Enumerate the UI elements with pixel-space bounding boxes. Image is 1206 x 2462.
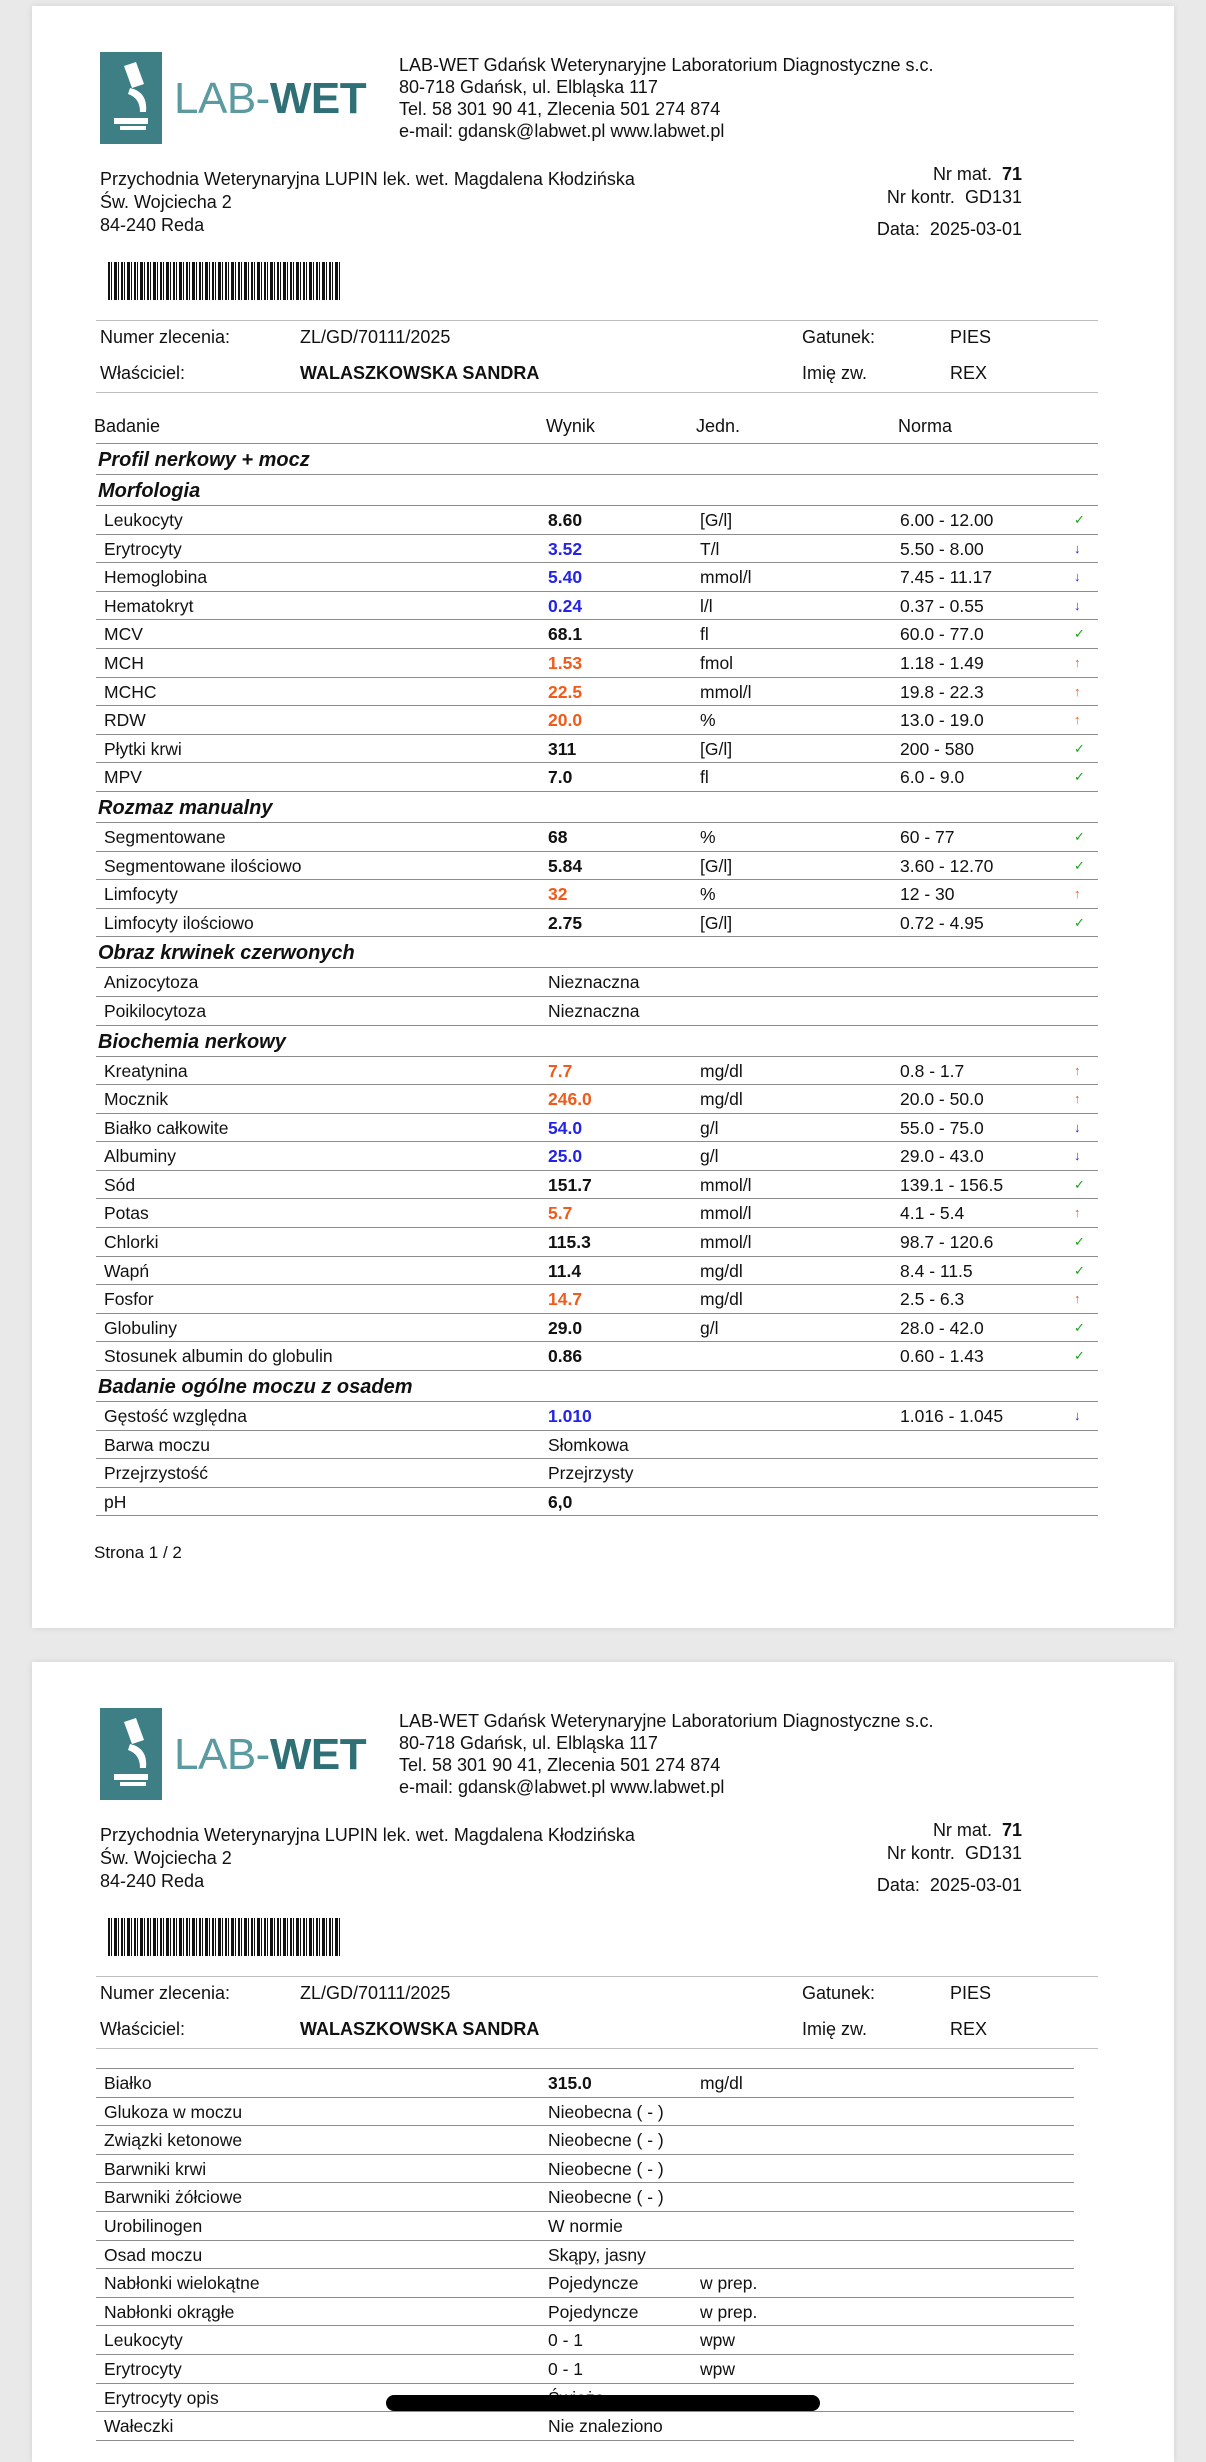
date-value: 2025-03-01 bbox=[929, 219, 1022, 239]
test-result: Nieobecna ( - ) bbox=[548, 2101, 664, 2122]
test-result: 115.3 bbox=[548, 1232, 591, 1253]
section-title: Morfologia bbox=[98, 480, 201, 502]
table-row bbox=[96, 1488, 1098, 1517]
test-norm: 55.0 - 75.0 bbox=[900, 1117, 984, 1138]
table-row bbox=[96, 2126, 1074, 2155]
test-result: Pojedyncze bbox=[548, 2301, 639, 2322]
test-result: 0 - 1 bbox=[548, 2358, 584, 2379]
test-unit: mmol/l bbox=[700, 1174, 752, 1195]
owner-label: Właściciel: bbox=[100, 2019, 186, 2039]
test-result: 6,0 bbox=[548, 1491, 573, 1512]
table-row bbox=[96, 1459, 1098, 1488]
check-icon: ✓ bbox=[1074, 1234, 1085, 1250]
test-unit: mmol/l bbox=[700, 681, 752, 702]
home-indicator[interactable] bbox=[386, 2395, 820, 2411]
test-unit: [G/l] bbox=[700, 510, 733, 530]
test-norm: 8.4 - 11.5 bbox=[900, 1260, 973, 1281]
arrow-up-icon: ↑ bbox=[1074, 886, 1081, 902]
test-name: Barwniki żółciowe bbox=[104, 2187, 243, 2208]
test-unit: g/l bbox=[700, 1317, 719, 1338]
section-header bbox=[96, 1026, 1098, 1057]
test-result: 0 - 1 bbox=[548, 2330, 584, 2351]
col-header-unit: Jedn. bbox=[696, 416, 741, 436]
animal-name-label: Imię zw. bbox=[802, 363, 868, 383]
test-unit: w prep. bbox=[700, 2301, 758, 2322]
test-name: Segmentowane bbox=[104, 826, 226, 847]
animal-name-label: Imię zw. bbox=[802, 2019, 868, 2039]
test-unit: % bbox=[700, 884, 716, 905]
test-unit: % bbox=[700, 826, 716, 847]
table-row bbox=[96, 909, 1098, 938]
table-row bbox=[96, 1142, 1098, 1171]
test-name: Limfocyty ilościowo bbox=[104, 912, 254, 933]
test-unit: [G/l] bbox=[700, 738, 733, 759]
test-unit: mg/dl bbox=[700, 1260, 743, 1281]
test-result: 246.0 bbox=[548, 1089, 592, 1110]
table-row bbox=[96, 535, 1098, 564]
check-icon: ✓ bbox=[1074, 914, 1085, 930]
clinic-name: Przychodnia Weterynaryjna LUPIN lek. wet. Magdalena Kłodzińska bbox=[100, 1825, 635, 1845]
animal-name-value: REX bbox=[950, 363, 988, 383]
test-result: Nieobecne ( - ) bbox=[548, 2130, 664, 2151]
table-row bbox=[96, 1228, 1098, 1257]
test-name: Urobilinogen bbox=[104, 2215, 203, 2236]
table-row bbox=[96, 2183, 1074, 2212]
table-row bbox=[96, 1171, 1098, 1200]
test-name: Erytrocyty opis bbox=[104, 2387, 219, 2408]
lab-email: e-mail: gdansk@labwet.pl www.labwet.pl bbox=[399, 1777, 725, 1797]
test-norm: 20.0 - 50.0 bbox=[900, 1089, 984, 1110]
nr-kontr-label: Nr kontr. bbox=[886, 1843, 955, 1863]
nr-kontr-value: GD131 bbox=[964, 187, 1022, 207]
check-icon: ✓ bbox=[1074, 512, 1085, 527]
test-unit: fmol bbox=[700, 652, 734, 673]
test-unit: [G/l] bbox=[700, 912, 733, 933]
species-label: Gatunek: bbox=[802, 1983, 876, 2003]
test-name: Barwa moczu bbox=[104, 1434, 211, 1455]
table-row bbox=[96, 506, 1098, 535]
date-label: Data: bbox=[876, 219, 920, 239]
table-row bbox=[96, 823, 1098, 852]
nr-mat bbox=[933, 164, 1022, 185]
arrow-up-icon: ↑ bbox=[1074, 1291, 1081, 1307]
test-result: 68 bbox=[548, 826, 568, 847]
table-row bbox=[96, 1114, 1098, 1143]
test-result: 0.86 bbox=[548, 1346, 583, 1367]
test-result: Pojedyncze bbox=[548, 2273, 639, 2294]
test-name: Erytrocyty bbox=[104, 2358, 182, 2379]
check-icon: ✓ bbox=[1074, 828, 1085, 844]
test-name: Albuminy bbox=[104, 1146, 176, 1167]
test-norm: 28.0 - 42.0 bbox=[900, 1317, 984, 1338]
order-number-value: ZL/GD/70111/2025 bbox=[300, 1983, 451, 2003]
test-name: Mocznik bbox=[104, 1089, 169, 1110]
owner-value: WALASZKOWSKA SANDRA bbox=[300, 2019, 540, 2039]
section-title: Obraz krwinek czerwonych bbox=[98, 942, 355, 965]
test-name: Nabłonki okrągłe bbox=[104, 2301, 235, 2322]
test-result: Nieznaczna bbox=[548, 1000, 640, 1021]
test-name: Białko bbox=[104, 2073, 152, 2093]
arrow-up-icon: ↑ bbox=[1074, 1205, 1081, 1221]
test-result: 5.40 bbox=[548, 567, 583, 588]
divider bbox=[96, 320, 1098, 321]
date-value: 2025-03-01 bbox=[929, 1875, 1022, 1895]
arrow-up-icon: ↑ bbox=[1074, 712, 1081, 728]
test-result: 5.7 bbox=[548, 1203, 573, 1224]
test-name: Hematokryt bbox=[104, 595, 194, 616]
test-unit: fl bbox=[700, 624, 709, 645]
test-result: 311 bbox=[548, 738, 577, 759]
arrow-up-icon: ↑ bbox=[1074, 654, 1081, 670]
test-result: Nieobecne ( - ) bbox=[548, 2187, 664, 2208]
test-name: Leukocyty bbox=[104, 510, 183, 530]
microscope-logo-icon bbox=[100, 52, 162, 144]
test-result: 14.7 bbox=[548, 1289, 583, 1310]
test-norm: 1.18 - 1.49 bbox=[900, 652, 984, 673]
test-result: 151.7 bbox=[548, 1174, 592, 1195]
table-row bbox=[96, 2412, 1074, 2441]
test-name: Sód bbox=[104, 1174, 136, 1195]
lab-logo-text bbox=[174, 1730, 366, 1780]
order-number-value: ZL/GD/70111/2025 bbox=[300, 327, 451, 347]
clinic-city: 84-240 Reda bbox=[100, 1871, 205, 1891]
order-number-label: Numer zlecenia: bbox=[100, 1983, 231, 2003]
test-name: Hemoglobina bbox=[104, 567, 208, 588]
species-value: PIES bbox=[950, 1983, 992, 2003]
test-result: Słomkowa bbox=[548, 1434, 629, 1455]
profile-title bbox=[96, 444, 1098, 475]
test-norm: 200 - 580 bbox=[900, 738, 974, 759]
test-name: Leukocyty bbox=[104, 2330, 183, 2351]
barcode bbox=[108, 1918, 342, 1956]
test-name: Chlorki bbox=[104, 1232, 159, 1253]
table-row bbox=[96, 735, 1098, 764]
test-unit: l/l bbox=[700, 595, 713, 616]
test-result: 1.010 bbox=[548, 1406, 592, 1427]
test-unit: w prep. bbox=[700, 2273, 758, 2294]
test-norm: 60.0 - 77.0 bbox=[900, 624, 984, 645]
arrow-down-icon: ↓ bbox=[1074, 597, 1081, 613]
table-row bbox=[96, 1285, 1098, 1314]
check-icon: ✓ bbox=[1074, 1348, 1085, 1364]
test-result: W normie bbox=[548, 2215, 623, 2236]
animal-name-value: REX bbox=[950, 2019, 988, 2039]
table-row bbox=[96, 968, 1098, 997]
test-norm: 7.45 - 11.17 bbox=[900, 567, 993, 588]
table-row bbox=[96, 1085, 1098, 1114]
section-title: Rozmaz manualny bbox=[98, 796, 273, 819]
section-title: Badanie ogólne moczu z osadem bbox=[98, 1376, 413, 1399]
test-result: 8.60 bbox=[548, 510, 583, 530]
arrow-up-icon: ↑ bbox=[1074, 1091, 1081, 1107]
test-name: Poikilocytoza bbox=[104, 1000, 207, 1021]
check-icon: ✓ bbox=[1074, 626, 1085, 642]
test-result: 25.0 bbox=[548, 1146, 583, 1167]
table-row bbox=[96, 2155, 1074, 2184]
arrow-down-icon: ↓ bbox=[1074, 569, 1081, 585]
test-norm: 6.0 - 9.0 bbox=[900, 767, 965, 788]
profile-title-text: Profil nerkowy + mocz bbox=[98, 449, 310, 471]
clinic-street: Św. Wojciecha 2 bbox=[100, 192, 232, 212]
test-name: Wapń bbox=[104, 1260, 150, 1281]
species-label: Gatunek: bbox=[802, 327, 876, 347]
table-row bbox=[96, 649, 1098, 678]
test-unit: mg/dl bbox=[700, 2073, 743, 2093]
species-value: PIES bbox=[950, 327, 992, 347]
test-norm: 19.8 - 22.3 bbox=[900, 681, 984, 702]
table-row bbox=[96, 2241, 1074, 2270]
test-name: Stosunek albumin do globulin bbox=[104, 1346, 333, 1367]
test-result: Skąpy, jasny bbox=[548, 2244, 646, 2265]
section-header bbox=[96, 937, 1098, 968]
col-header-result: Wynik bbox=[546, 416, 595, 436]
nr-mat-value: 71 bbox=[1001, 164, 1022, 184]
test-name: MCV bbox=[104, 624, 143, 645]
table-row bbox=[96, 880, 1098, 909]
test-name: Barwniki krwi bbox=[104, 2158, 207, 2179]
test-norm: 0.8 - 1.7 bbox=[900, 1060, 965, 1081]
test-norm: 3.60 - 12.70 bbox=[900, 855, 994, 876]
col-header-norm: Norma bbox=[898, 416, 953, 436]
test-unit: [G/l] bbox=[700, 855, 733, 876]
test-name: Anizocytoza bbox=[104, 972, 199, 993]
test-unit: g/l bbox=[700, 1117, 719, 1138]
clinic-street: Św. Wojciecha 2 bbox=[100, 1848, 232, 1868]
divider bbox=[96, 1976, 1098, 1977]
test-name: Limfocyty bbox=[104, 884, 178, 905]
test-name: Kreatynina bbox=[104, 1060, 188, 1081]
lab-email: e-mail: gdansk@labwet.pl www.labwet.pl bbox=[399, 121, 725, 141]
table-row bbox=[96, 2212, 1074, 2241]
test-norm: 6.00 - 12.00 bbox=[900, 510, 994, 530]
test-result: 5.84 bbox=[548, 855, 583, 876]
table-row bbox=[96, 2069, 1074, 2098]
check-icon: ✓ bbox=[1074, 857, 1085, 873]
divider bbox=[96, 2048, 1098, 2049]
table-row bbox=[96, 1057, 1098, 1086]
test-name: pH bbox=[104, 1491, 127, 1512]
test-unit: mmol/l bbox=[700, 1203, 752, 1224]
test-result: 7.7 bbox=[548, 1060, 573, 1081]
arrow-down-icon: ↓ bbox=[1074, 540, 1081, 556]
test-result: 32 bbox=[548, 884, 568, 905]
test-norm: 0.60 - 1.43 bbox=[900, 1346, 984, 1367]
test-result: Nie znaleziono bbox=[548, 2416, 663, 2437]
test-norm: 0.37 - 0.55 bbox=[900, 595, 984, 616]
owner-label: Właściciel: bbox=[100, 363, 186, 383]
table-row bbox=[96, 620, 1098, 649]
test-result: Przejrzysty bbox=[548, 1463, 634, 1484]
test-norm: 29.0 - 43.0 bbox=[900, 1146, 984, 1167]
table-row bbox=[96, 852, 1098, 881]
test-unit: wpw bbox=[700, 2358, 736, 2379]
test-unit: wpw bbox=[700, 2330, 736, 2351]
test-result: 7.0 bbox=[548, 767, 573, 788]
arrow-down-icon: ↓ bbox=[1074, 1408, 1081, 1424]
test-norm: 98.7 - 120.6 bbox=[900, 1232, 994, 1253]
test-unit: g/l bbox=[700, 1146, 719, 1167]
report-page-2 bbox=[32, 1662, 1174, 2462]
table-row bbox=[96, 763, 1098, 792]
test-unit: mg/dl bbox=[700, 1089, 743, 1110]
table-row bbox=[96, 1314, 1098, 1343]
nr-kontr bbox=[887, 187, 1022, 208]
test-result: 2.75 bbox=[548, 912, 583, 933]
test-unit: mg/dl bbox=[700, 1289, 743, 1310]
lab-phone: Tel. 58 301 90 41, Zlecenia 501 274 874 bbox=[399, 99, 721, 119]
table-row bbox=[96, 678, 1098, 707]
table-row bbox=[96, 1257, 1098, 1286]
test-norm: 13.0 - 19.0 bbox=[900, 710, 984, 731]
lab-name: LAB-WET Gdańsk Weterynaryjne Laboratorium Diagnostyczne s.c. bbox=[399, 55, 934, 75]
test-name: Związki ketonowe bbox=[104, 2130, 243, 2151]
test-result: 68.1 bbox=[548, 624, 583, 645]
urine-results-table bbox=[96, 2068, 1074, 2441]
section-title: Biochemia nerkowy bbox=[98, 1030, 286, 1053]
report-page-1 bbox=[32, 6, 1174, 1628]
test-result: Nieznaczna bbox=[548, 972, 640, 993]
nr-mat-value: 71 bbox=[1001, 1820, 1022, 1840]
test-name: Nabłonki wielokątne bbox=[104, 2273, 260, 2294]
table-row bbox=[96, 1402, 1098, 1431]
owner-value: WALASZKOWSKA SANDRA bbox=[300, 363, 540, 383]
lab-address: 80-718 Gdańsk, ul. Elbląska 117 bbox=[399, 77, 658, 97]
test-result: 1.53 bbox=[548, 652, 583, 673]
test-name: Fosfor bbox=[104, 1289, 154, 1310]
page-number: Strona 1 / 2 bbox=[94, 1543, 182, 1562]
results-table bbox=[96, 444, 1098, 1516]
test-name: Globuliny bbox=[104, 1317, 177, 1338]
table-row bbox=[96, 2326, 1074, 2355]
test-result: 29.0 bbox=[548, 1317, 583, 1338]
test-result: 54.0 bbox=[548, 1117, 583, 1138]
logo-text-part1: LAB- bbox=[174, 1730, 270, 1779]
test-name: Wałeczki bbox=[104, 2416, 174, 2437]
lab-phone: Tel. 58 301 90 41, Zlecenia 501 274 874 bbox=[399, 1755, 721, 1775]
nr-kontr bbox=[887, 1843, 1022, 1864]
table-row bbox=[96, 2269, 1074, 2298]
clinic-name: Przychodnia Weterynaryjna LUPIN lek. wet. Magdalena Kłodzińska bbox=[100, 169, 635, 189]
check-icon: ✓ bbox=[1074, 1262, 1085, 1278]
test-name: Przejrzystość bbox=[104, 1463, 209, 1484]
section-header bbox=[96, 792, 1098, 823]
test-name: MPV bbox=[104, 767, 142, 788]
table-row bbox=[96, 997, 1098, 1026]
check-icon: ✓ bbox=[1074, 769, 1085, 785]
test-norm: 12 - 30 bbox=[900, 884, 955, 905]
test-name: Białko całkowite bbox=[104, 1117, 229, 1138]
table-row bbox=[96, 706, 1098, 735]
arrow-up-icon: ↑ bbox=[1074, 1062, 1081, 1078]
section-header bbox=[96, 1371, 1098, 1402]
table-row bbox=[96, 1342, 1098, 1371]
test-norm: 1.016 - 1.045 bbox=[900, 1406, 1004, 1427]
test-name: Erytrocyty bbox=[104, 538, 182, 559]
test-norm: 2.5 - 6.3 bbox=[900, 1289, 965, 1310]
check-icon: ✓ bbox=[1074, 1176, 1085, 1192]
test-result: 0.24 bbox=[548, 595, 583, 616]
nr-kontr-value: GD131 bbox=[964, 1843, 1022, 1863]
test-norm: 139.1 - 156.5 bbox=[900, 1174, 1004, 1195]
table-row bbox=[96, 1431, 1098, 1460]
test-unit: fl bbox=[700, 767, 709, 788]
test-name: Glukoza w moczu bbox=[104, 2101, 243, 2122]
arrow-down-icon: ↓ bbox=[1074, 1119, 1081, 1135]
nr-mat-label: Nr mat. bbox=[932, 164, 992, 184]
arrow-down-icon: ↓ bbox=[1074, 1148, 1081, 1164]
test-name: MCHC bbox=[104, 681, 157, 702]
clinic-city: 84-240 Reda bbox=[100, 215, 205, 235]
test-unit: T/l bbox=[700, 538, 720, 559]
test-norm: 0.72 - 4.95 bbox=[900, 912, 984, 933]
arrow-up-icon: ↑ bbox=[1074, 683, 1081, 699]
test-result: 3.52 bbox=[548, 538, 583, 559]
test-unit: % bbox=[700, 710, 716, 731]
table-row bbox=[96, 592, 1098, 621]
test-result: Nieobecne ( - ) bbox=[548, 2158, 664, 2179]
table-row bbox=[96, 2298, 1074, 2327]
test-result: 22.5 bbox=[548, 681, 583, 702]
divider bbox=[96, 392, 1098, 393]
report-date bbox=[877, 219, 1022, 240]
test-result: 20.0 bbox=[548, 710, 583, 731]
table-row bbox=[96, 2098, 1074, 2127]
nr-mat bbox=[933, 1820, 1022, 1841]
test-unit: mg/dl bbox=[700, 1060, 743, 1081]
check-icon: ✓ bbox=[1074, 740, 1085, 756]
test-unit: mmol/l bbox=[700, 1232, 752, 1253]
check-icon: ✓ bbox=[1074, 1319, 1085, 1335]
section-header bbox=[96, 475, 1098, 506]
test-name: Osad moczu bbox=[104, 2244, 203, 2265]
col-header-test: Badanie bbox=[94, 416, 161, 436]
report-date bbox=[877, 1875, 1022, 1896]
test-norm: 60 - 77 bbox=[900, 826, 955, 847]
order-number-label: Numer zlecenia: bbox=[100, 327, 231, 347]
test-name: MCH bbox=[104, 652, 144, 673]
table-row bbox=[96, 2355, 1074, 2384]
nr-mat-label: Nr mat. bbox=[932, 1820, 992, 1840]
table-row bbox=[96, 1199, 1098, 1228]
date-label: Data: bbox=[876, 1875, 920, 1895]
microscope-logo-icon bbox=[100, 1708, 162, 1800]
table-row bbox=[96, 563, 1098, 592]
logo-text-part2: WET bbox=[269, 1730, 367, 1779]
test-name: Płytki krwi bbox=[104, 738, 182, 759]
test-name: Gęstość względna bbox=[104, 1406, 247, 1427]
nr-kontr-label: Nr kontr. bbox=[886, 187, 955, 207]
test-name: RDW bbox=[104, 710, 146, 731]
test-name: Segmentowane ilościowo bbox=[104, 855, 302, 876]
lab-logo-text bbox=[174, 74, 366, 124]
test-result: 315.0 bbox=[548, 2073, 592, 2093]
test-norm: 5.50 - 8.00 bbox=[900, 538, 984, 559]
test-norm: 4.1 - 5.4 bbox=[900, 1203, 965, 1224]
logo-text-part1: LAB- bbox=[174, 74, 270, 123]
barcode bbox=[108, 262, 342, 300]
test-name: Potas bbox=[104, 1203, 149, 1224]
test-result: 11.4 bbox=[548, 1260, 582, 1281]
logo-text-part2: WET bbox=[269, 74, 367, 123]
lab-name: LAB-WET Gdańsk Weterynaryjne Laboratorium Diagnostyczne s.c. bbox=[399, 1711, 934, 1731]
lab-address: 80-718 Gdańsk, ul. Elbląska 117 bbox=[399, 1733, 658, 1753]
test-unit: mmol/l bbox=[700, 567, 752, 588]
